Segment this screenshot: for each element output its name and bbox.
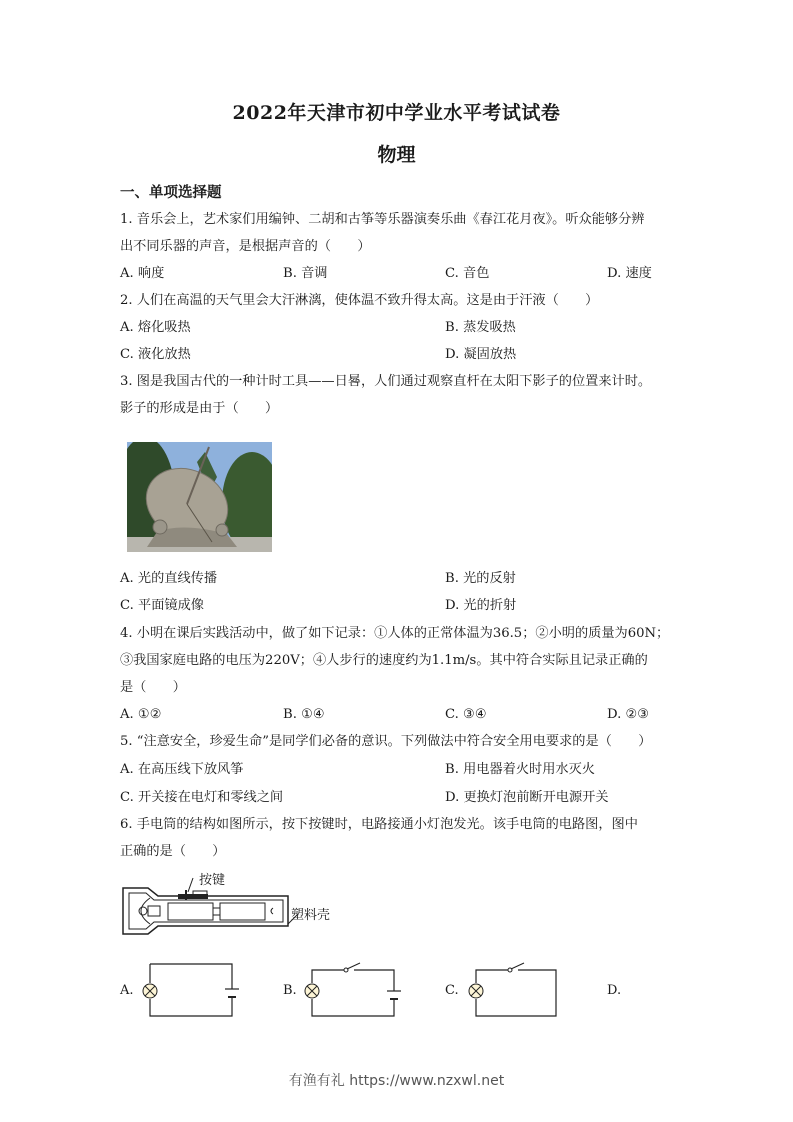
q2-option-a: A. 熔化吸热 bbox=[120, 320, 191, 335]
q3-option-c: C. 平面镜成像 bbox=[120, 598, 204, 613]
q5-option-b: B. 用电器着火时用水灭火 bbox=[445, 762, 595, 777]
question-1-text-line-1: 1. 音乐会上，艺术家们用编钟、二胡和古筝等乐器演奏乐曲《春江花月夜》。听众能够分辨 bbox=[120, 212, 645, 227]
sundial-photo bbox=[127, 442, 272, 552]
q1-option-d: D. 速度 bbox=[607, 266, 652, 281]
q5-option-a: A. 在高压线下放风筝 bbox=[120, 762, 244, 777]
q3-option-a: A. 光的直线传播 bbox=[120, 571, 218, 586]
q1-option-c: C. 音色 bbox=[445, 266, 490, 281]
q3-option-d: D. 光的折射 bbox=[445, 598, 517, 613]
exam-title: 2022年天津市初中学业水平考试试卷 bbox=[232, 102, 561, 124]
question-5-text: 5. “注意安全，珍爱生命”是同学们必备的意识。下列做法中符合安全用电要求的是（ ） bbox=[120, 734, 652, 749]
q3-option-b: B. 光的反射 bbox=[445, 571, 516, 586]
q2-option-c: C. 液化放热 bbox=[120, 347, 191, 362]
q1-option-a: A. 响度 bbox=[120, 266, 165, 281]
question-4-text-line-1: 4. 小明在课后实践活动中，做了如下记录：①人体的正常体温为36.5；②小明的质量为60N； bbox=[120, 626, 670, 641]
q6-option-c: C. bbox=[445, 983, 459, 998]
button-label: 按键 bbox=[199, 873, 226, 888]
q5-option-c: C. 开关接在电灯和零线之间 bbox=[120, 790, 284, 805]
q2-option-b: B. 蒸发吸热 bbox=[445, 320, 516, 335]
q6-option-d: D. bbox=[607, 983, 622, 998]
question-3-text-line-2: 影子的形成是由于（ ） bbox=[120, 401, 279, 416]
circuit-a bbox=[140, 962, 240, 1020]
question-3-text-line-1: 3. 图是我国古代的一种计时工具——日晷，人们通过观察直杆在太阳下影子的位置来计时。 bbox=[120, 374, 652, 389]
section-heading: 一、单项选择题 bbox=[120, 184, 222, 201]
q4-option-a: A. ①② bbox=[120, 707, 162, 722]
q4-option-b: B. ①④ bbox=[283, 707, 325, 722]
circuit-c bbox=[466, 962, 566, 1020]
question-4-text-line-2: ③我国家庭电路的电压为220V；④人步行的速度约为1.1m/s。其中符合实际且记录正确的 bbox=[120, 653, 648, 668]
shell-label: 塑料壳 bbox=[291, 908, 331, 923]
question-4-text-line-3: 是（ ） bbox=[120, 680, 186, 695]
question-6-text-line-1: 6. 手电筒的结构如图所示，按下按键时，电路接通小灯泡发光。该手电筒的电路图，图中 bbox=[120, 817, 638, 832]
circuit-b bbox=[302, 962, 402, 1020]
question-2-text: 2. 人们在高温的天气里会大汗淋漓，使体温不致升得太高。这是由于汗液（ ） bbox=[120, 293, 599, 308]
q6-option-a: A. bbox=[120, 983, 134, 998]
question-6-text-line-2: 正确的是（ ） bbox=[120, 844, 226, 859]
q6-option-b: B. bbox=[283, 983, 297, 998]
question-1-text-line-2: 出不同乐器的声音，是根据声音的（ ） bbox=[120, 239, 371, 254]
q2-option-d: D. 凝固放热 bbox=[445, 347, 517, 362]
q5-option-d: D. 更换灯泡前断开电源开关 bbox=[445, 790, 609, 805]
q4-option-c: C. ③④ bbox=[445, 707, 487, 722]
q1-option-b: B. 音调 bbox=[283, 266, 328, 281]
flashlight-diagram bbox=[118, 866, 368, 956]
exam-subject: 物理 bbox=[377, 144, 416, 166]
watermark-footer: 有渔有礼 https://www.nzxwl.net bbox=[288, 1073, 505, 1089]
q4-option-d: D. ②③ bbox=[607, 707, 650, 722]
